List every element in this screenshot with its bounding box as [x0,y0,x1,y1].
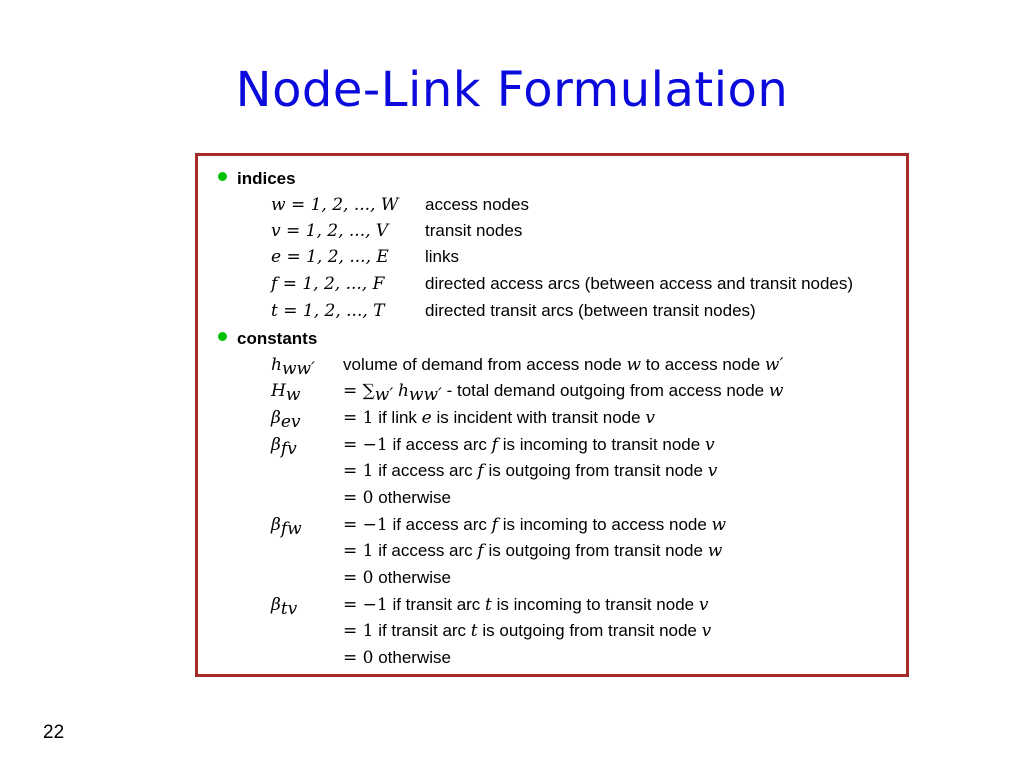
index-symbol: w = 1, 2, ..., W [271,195,399,215]
index-symbol: t = 1, 2, ..., T [271,301,385,321]
index-desc: directed transit arcs (between transit nodes) [425,301,756,320]
constant-symbol-beta-tv: $\beta_{tv}$ [271,595,298,619]
section-heading-constants: constants [237,329,318,348]
index-desc: transit nodes [425,221,523,240]
constant-desc-h: volume of demand from access node w to access node w′ [343,355,784,375]
case-row: = −1 if access arc f is incoming to access node w [343,515,727,535]
case-row: = 0 otherwise [343,488,451,508]
index-symbol: e = 1, 2, ..., E [271,247,389,267]
case-row: = 1 if access arc f is outgoing from transit node w [343,541,723,561]
index-symbol: v = 1, 2, ..., V [271,221,389,241]
case-row: = 1 if transit arc t is outgoing from transit node v [343,621,712,641]
constant-symbol-H: $H_w$ [271,381,301,405]
index-row [271,301,385,321]
constant-symbol-h: $h_{ww'}$ [271,355,315,379]
case-row: = 0 otherwise [343,568,451,588]
index-desc: directed access arcs (between access and transit nodes) [425,274,854,293]
case-row: = −1 if transit arc t is incoming to transit node v [343,595,709,615]
slide-title: Node-Link Formulation [235,62,789,118]
case-row: = −1 if access arc f is incoming to transit node v [343,435,715,455]
bullet-icon [218,332,227,341]
case-row: = 1 if access arc f is outgoing from transit node v [343,461,718,481]
constant-symbol-beta-fv: $\beta_{fv}$ [271,435,297,459]
index-row [271,274,384,294]
constant-symbol-beta-fw: $\beta_{fw}$ [271,515,302,539]
case-row: = 0 otherwise [343,648,451,668]
index-symbol: f = 1, 2, ..., F [271,274,385,294]
constant-desc-beta-ev: = 1 if link e is incident with transit node v [343,408,655,428]
section-heading-indices: indices [237,169,296,188]
bullet-icon [218,172,227,181]
page-number: 22 [43,722,65,743]
index-row [271,221,388,241]
index-row [271,247,389,267]
constant-desc-H: = $\sum_{w'}$ $h_{ww'}$ - total demand outgoing from access node w [343,381,784,405]
index-row [271,195,398,215]
index-desc: access nodes [425,195,529,214]
constant-symbol-beta-ev: $\beta_{ev}$ [271,408,301,432]
content-box [195,153,909,677]
index-desc: links [425,247,460,266]
